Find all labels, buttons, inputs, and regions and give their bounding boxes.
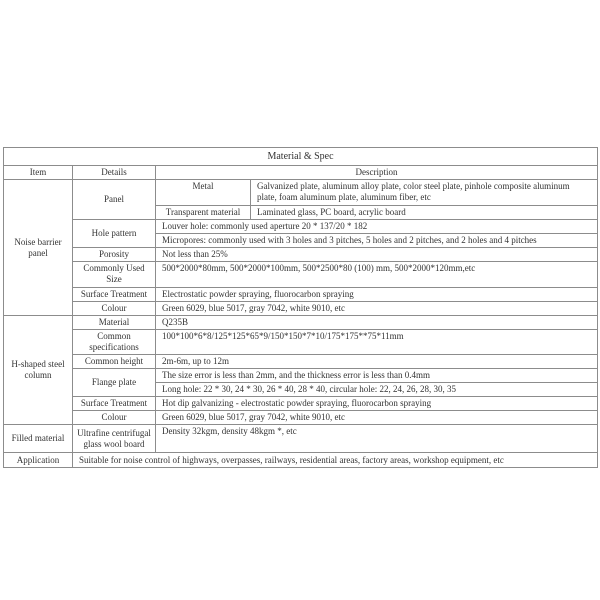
details-material: Material	[73, 316, 156, 330]
details-surface-treatment-panel: Surface Treatment	[73, 288, 156, 302]
details-surface-treatment-column: Surface Treatment	[73, 397, 156, 411]
sub-metal: Metal	[156, 180, 251, 206]
value-surface-treatment-column: Hot dip galvanizing - electrostatic powder spraying, fluorocarbon spraying	[156, 397, 598, 411]
value-louver-hole: Louver hole: commonly used aperture 20 * 137/20 * 182	[156, 220, 598, 234]
value-micropores: Micropores: commonly used with 3 holes and 3 pitches, 5 holes and 2 pitches, and 2 holes and 4 pitches	[156, 234, 598, 248]
details-panel: Panel	[73, 180, 156, 220]
item-noise-barrier-panel: Noise barrier panel	[4, 180, 73, 316]
value-flange-size-error: The size error is less than 2mm, and the thickness error is less than 0.4mm	[156, 369, 598, 383]
table-title: Material & Spec	[4, 148, 598, 166]
value-surface-treatment-panel: Electrostatic powder spraying, fluorocarbon spraying	[156, 288, 598, 302]
sub-transparent-material: Transparent material	[156, 206, 251, 220]
value-common-specifications: 100*100*6*8/125*125*65*9/150*150*7*10/175*175**75*11mm	[156, 330, 598, 355]
header-description: Description	[156, 166, 598, 180]
details-common-height: Common height	[73, 355, 156, 369]
details-porosity: Porosity	[73, 248, 156, 262]
value-porosity: Not less than 25%	[156, 248, 598, 262]
value-flange-long-hole: Long hole: 22 * 30, 24 * 30, 26 * 40, 28 * 40, circular hole: 22, 24, 26, 28, 30, 35	[156, 383, 598, 397]
value-colour-panel: Green 6029, blue 5017, gray 7042, white 9010, etc	[156, 302, 598, 316]
header-details: Details	[73, 166, 156, 180]
value-colour-column: Green 6029, blue 5017, gray 7042, white 9010, etc	[156, 411, 598, 425]
details-hole-pattern: Hole pattern	[73, 220, 156, 248]
value-transparent-material: Laminated glass, PC board, acrylic board	[251, 206, 598, 220]
value-metal: Galvanized plate, aluminum alloy plate, color steel plate, pinhole composite aluminum plate, foam aluminum plate, aluminum fiber, etc	[251, 180, 598, 206]
item-filled-material: Filled material	[4, 425, 73, 453]
value-commonly-used-size: 500*2000*80mm, 500*2000*100mm, 500*2500*80 (100) mm, 500*2000*120mm,etc	[156, 262, 598, 288]
header-item: Item	[4, 166, 73, 180]
details-common-specifications: Common specifications	[73, 330, 156, 355]
value-material: Q235B	[156, 316, 598, 330]
value-filled-material-density: Density 32kgm, density 48kgm *, etc	[156, 425, 598, 453]
details-commonly-used-size: Commonly Used Size	[73, 262, 156, 288]
details-glass-wool-board: Ultrafine centrifugal glass wool board	[73, 425, 156, 453]
item-application: Application	[4, 453, 73, 468]
details-colour-panel: Colour	[73, 302, 156, 316]
material-spec-table	[3, 147, 598, 468]
value-common-height: 2m-6m, up to 12m	[156, 355, 598, 369]
details-flange-plate: Flange plate	[73, 369, 156, 397]
value-application: Suitable for noise control of highways, overpasses, railways, residential areas, factory areas, workshop equipment, etc	[73, 453, 598, 468]
details-colour-column: Colour	[73, 411, 156, 425]
item-h-shaped-steel-column: H-shaped steel column	[4, 316, 73, 425]
